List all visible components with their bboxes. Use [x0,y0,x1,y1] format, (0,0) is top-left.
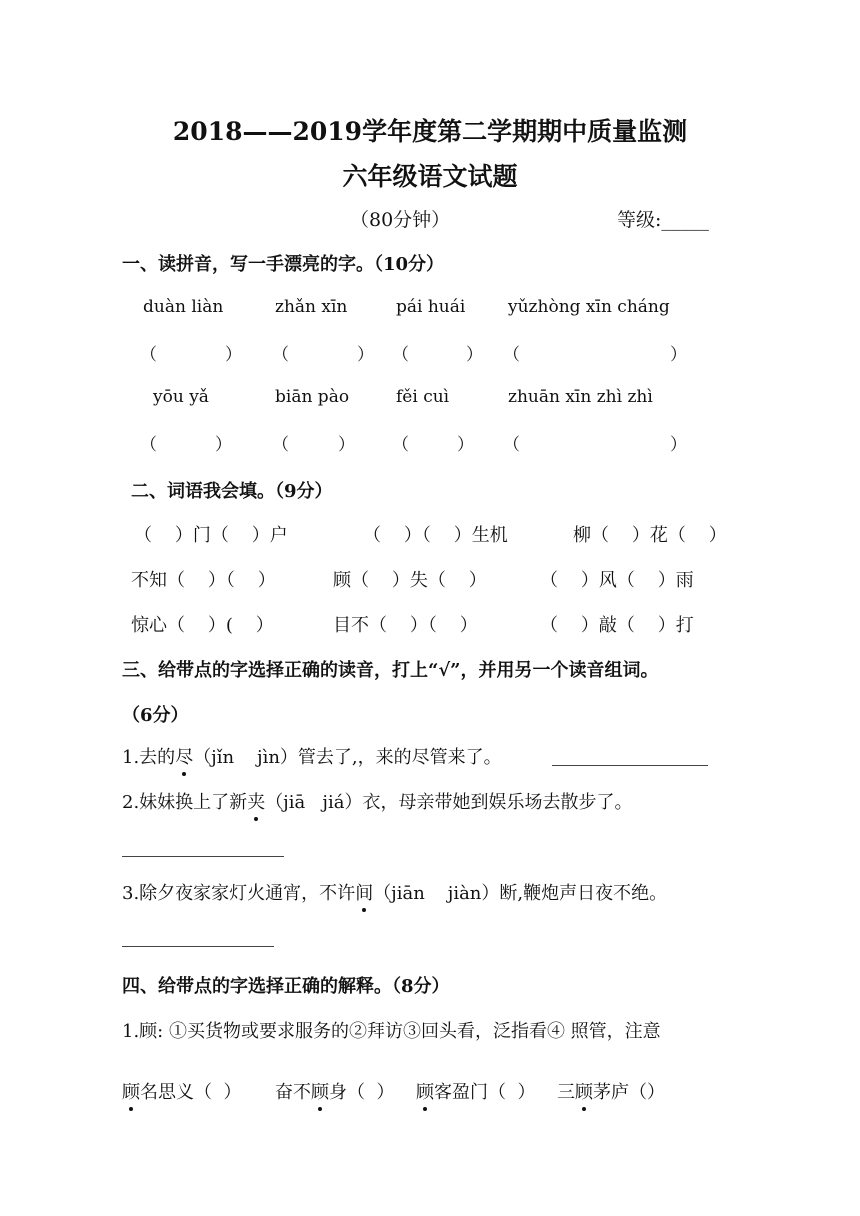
dotted-char: 顾 [122,1078,140,1104]
pinyin-item: yǔzhòng xīn cháng [508,297,670,317]
definition-line: 1.顾: ①买货物或要求服务的②拜访③回头看，泛指看④ 照管，注意 [122,1021,661,1042]
pinyin-item: pái huái [396,297,466,317]
answer-paren-open: （ [503,345,520,365]
pinyin-item: fěi cuì [396,387,450,407]
choice-item: 顾客盈门（ ） [416,1078,535,1104]
pinyin-item: yōu yǎ [153,387,209,407]
fill-item: （ ）风（ ）雨 [540,570,694,591]
exam-title: 2018——2019学年度第二学期期中质量监测 [172,117,688,146]
choice-item: 三顾茅庐（） [557,1078,665,1104]
dotted-char: 尽 [175,743,193,769]
dotted-char: 顾 [311,1078,329,1104]
answer-paren-close: ） [357,345,374,365]
pinyin-item: zhuān xīn zhì zhì [508,387,653,407]
fill-item: （ ）敲（ ）打 [540,615,694,636]
grade-field [617,205,709,232]
fill-item: 顾（ ）失（ ） [333,570,487,591]
answer-line [552,765,708,766]
answer-paren-open: （ [140,345,157,365]
choice-item: 奋不顾身（ ） [275,1078,394,1104]
exam-duration: （80分钟） [350,209,451,231]
choice-item: 顾名思义（ ） [122,1078,241,1104]
pinyin-item: duàn liàn [143,297,224,317]
pinyin-item: biān pào [275,387,350,407]
question-3-2: 2.妹妹换上了新夹（jiā jiá）衣，母亲带她到娱乐场去散步了。 [122,788,633,814]
answer-paren-close: ） [670,435,687,455]
fill-item: 不知（ ）（ ） [131,570,276,591]
answer-paren-open: （ [272,345,289,365]
grade-blank: _____ [661,209,709,231]
answer-paren-close: ） [670,345,687,365]
dotted-char: 间 [355,879,373,905]
fill-item: （ ）门（ ）户 [134,525,288,546]
answer-paren-open: （ [392,345,409,365]
answer-paren-close: ） [457,435,474,455]
exam-subtitle: 六年级语文试题 [342,162,518,191]
answer-paren-open: （ [140,435,157,455]
answer-paren-close: ） [215,435,232,455]
dotted-char: 夹 [247,788,265,814]
dotted-char: 顾 [416,1078,434,1104]
section2-heading: 二、词语我会填。（9分） [131,481,333,502]
section3-heading: 三、给带点的字选择正确的读音，打上“√”，并用另一个读音组词。 [122,660,659,681]
section1-heading: 一、读拼音，写一手漂亮的字。（10分） [122,254,445,275]
answer-paren-close: ） [225,345,242,365]
fill-item: （ ）（ ）生机 [363,525,508,546]
answer-paren-close: ） [338,435,355,455]
answer-paren-open: （ [503,435,520,455]
pinyin-item: zhǎn xīn [275,297,348,317]
fill-item: 惊心（ ）( ） [131,615,274,636]
answer-paren-open: （ [392,435,409,455]
question-3-3: 3.除夕夜家家灯火通宵，不许间（jiān jiàn）断,鞭炮声日夜不绝。 [122,879,667,905]
grade-label: 等级: [617,209,662,231]
answer-line [122,856,284,857]
fill-item: 目不（ ）（ ） [333,615,478,636]
answer-line [122,946,274,947]
answer-paren-open: （ [272,435,289,455]
fill-item: 柳（ ）花（ ） [573,525,727,546]
section4-heading: 四、给带点的字选择正确的解释。（8分） [122,976,450,997]
dotted-char: 顾 [575,1078,593,1104]
section3-score: （6分） [122,705,189,726]
answer-paren-close: ） [466,345,483,365]
question-3-1: 1.去的尽（jǐn jìn）管去了,，来的尽管来了。 [122,743,502,769]
